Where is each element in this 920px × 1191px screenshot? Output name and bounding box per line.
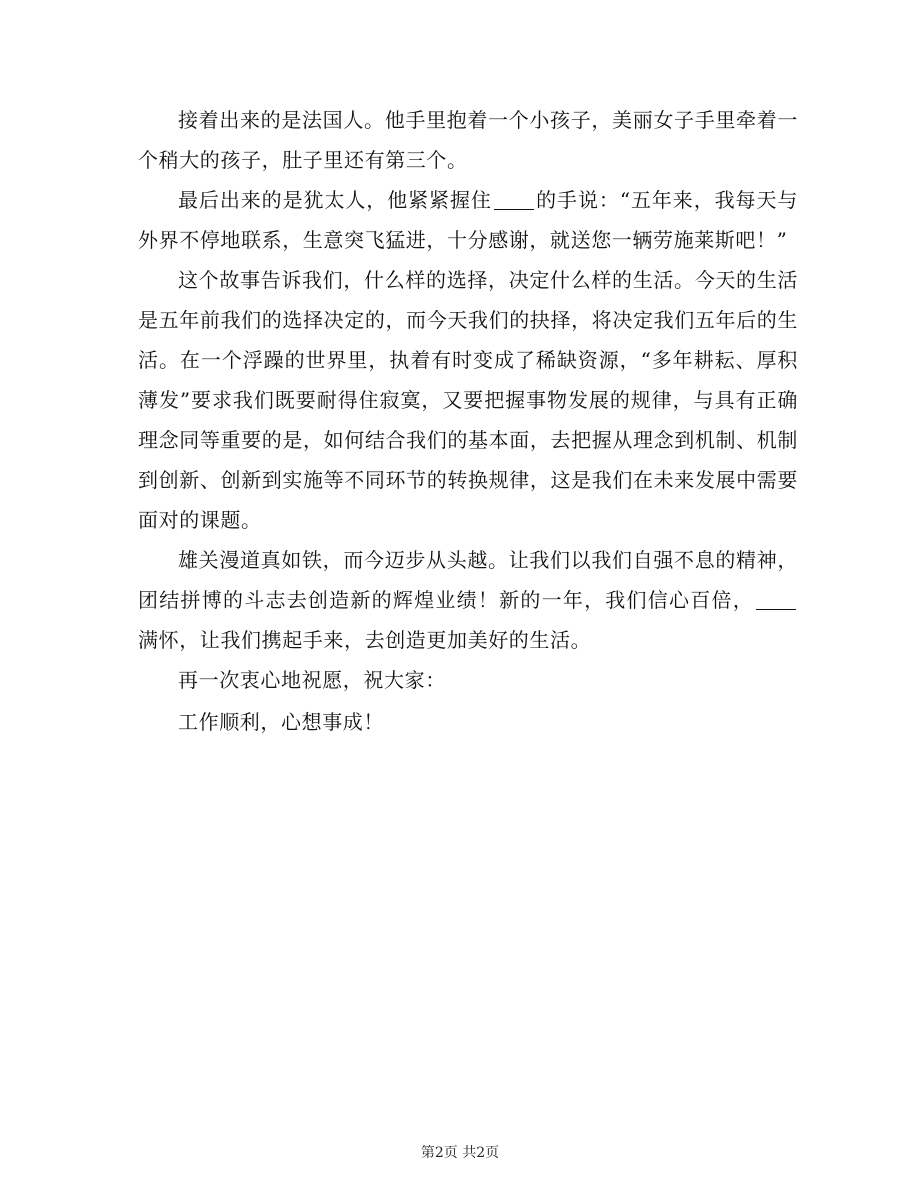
paragraph-text: 接着出来的是法国人。他手里抱着一个小孩子，美丽女子手里牵着一个稍大的孩子，肚子里还有第三个。 (138, 108, 798, 172)
document-body (138, 100, 798, 742)
paragraph-wishes (138, 660, 798, 700)
paragraph-text: 最后出来的是犹太人，他紧紧握住 (178, 188, 492, 212)
paragraph-text-after-blank: 的手说：“五年来，我每天与外界不停地联系，生意突飞猛进，十分感谢，就送您一辆劳施莱斯吧！” (138, 188, 799, 252)
paragraph-text-after-blank: 满怀，让我们携起手来，去创造更加美好的生活。 (138, 628, 592, 652)
paragraph-text: 再一次衷心地祝愿，祝大家： (178, 668, 446, 692)
paragraph-text: 这个故事告诉我们，什么样的选择，决定什么样的生活。今天的生活是五年前我们的选择决定的，而今天我们的抉择，将决定我们五年后的生活。在一个浮躁的世界里，执着有时变成了稀缺资源，“多年耕耘、厚积薄发”要求我们既要耐得住寂寞，又要把握事物发展的规律，与具有正确理念同等重要的是，如何结合我们的基本面，去把握从理念到机制、机制到创新、创新到实施等不同环节的转换规律，这是我们在未来发展中需要面对的课题。 (138, 268, 798, 532)
fill-in-blank (756, 591, 796, 610)
fill-in-blank (494, 191, 534, 210)
paragraph-story-lesson (138, 260, 798, 540)
page-number-footer: 第2页 共2页 (420, 1145, 500, 1161)
paragraph-text: 雄关漫道真如铁，而今迈步从头越。让我们以我们自强不息的精神，团结拼博的斗志去创造新的辉煌业绩！新的一年，我们信心百倍， (138, 548, 798, 612)
paragraph-french (138, 100, 798, 180)
paragraph-closing (138, 702, 798, 742)
paragraph-text: 工作顺利，心想事成！ (178, 710, 384, 734)
paragraph-new-year (138, 540, 798, 660)
paragraph-jewish (138, 180, 798, 260)
